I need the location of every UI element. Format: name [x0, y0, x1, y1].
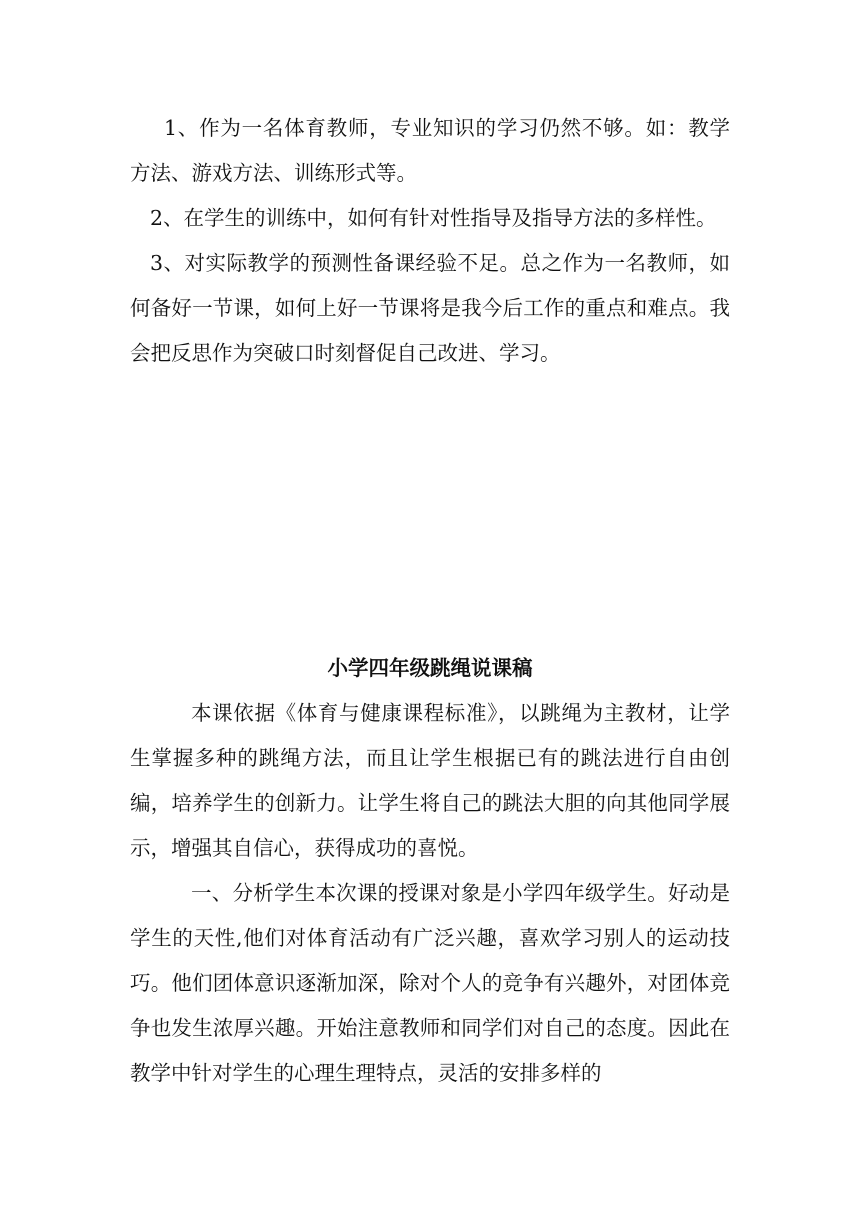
- student-analysis-paragraph: 一、分析学生本次课的授课对象是小学四年级学生。好动是学生的天性,他们对体育活动有广泛兴趣，喜欢学习别人的运动技巧。他们团体意识逐渐加深，除对个人的竞争有兴趣外，对团体竞争也发生浓厚兴趣。开始注意教师和同学们对自己的态度。因此在教学中针对学生的心理生理特点，灵活的安排多样的: [130, 881, 730, 1085]
- reflection-item-2: 2、在学生的训练中，如何有针对性指导及指导方法的多样性。: [150, 206, 717, 230]
- reflection-item-1: 1、作为一名体育教师，专业知识的学习仍然不够。如：教学方法、游戏方法、训练形式等。: [130, 116, 730, 185]
- lesson-title: 小学四年级跳绳说课稿: [327, 656, 533, 680]
- reflection-item-3: 3、对实际教学的预测性备课经验不足。总之作为一名教师，如何备好一节课，如何上好一节课将是我今后工作的重点和难点。我会把反思作为突破口时刻督促自己改进、学习。: [130, 251, 730, 365]
- lesson-intro-paragraph: 本课依据《体育与健康课程标准》，以跳绳为主教材，让学生掌握多种的跳绳方法，而且让学生根据已有的跳法进行自由创编，培养学生的创新力。让学生将自己的跳法大胆的向其他同学展示，增强其自信心，获得成功的喜悦。: [130, 701, 730, 860]
